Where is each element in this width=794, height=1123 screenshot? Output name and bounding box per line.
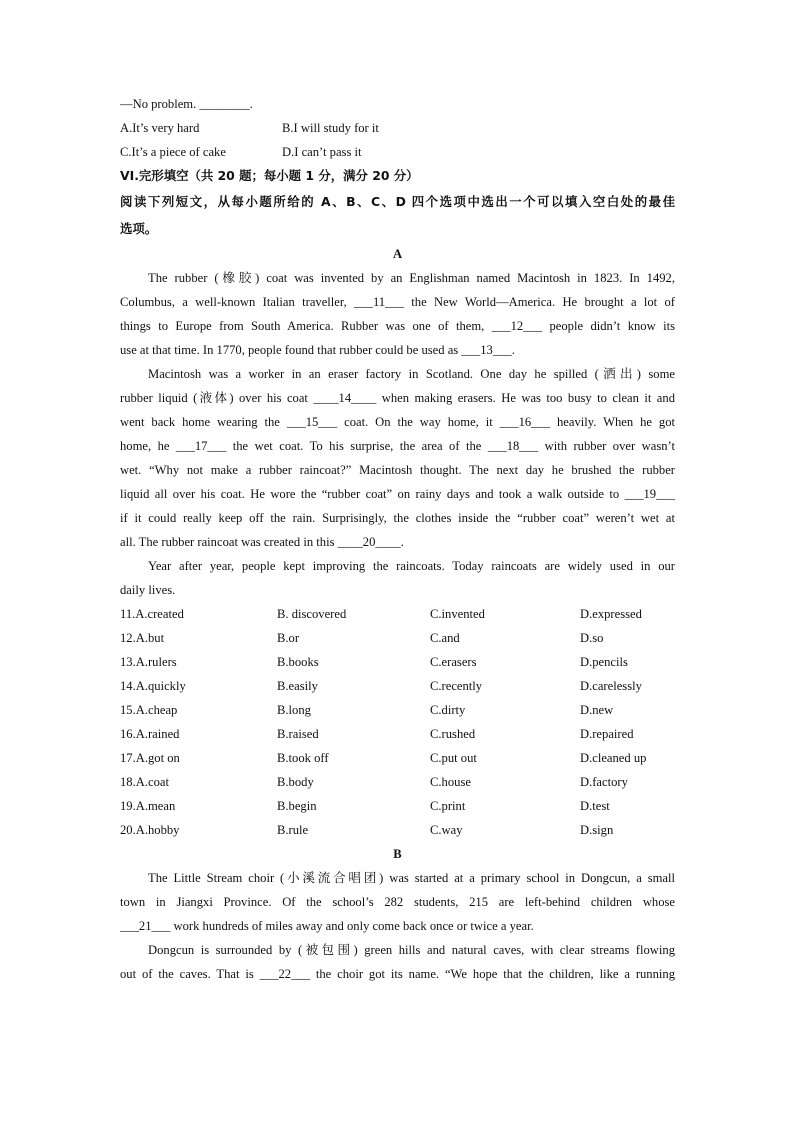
option-row — [120, 602, 675, 626]
option-row — [120, 770, 675, 794]
option: C.house — [430, 775, 471, 789]
option: B.rule — [277, 823, 309, 837]
text-line: out of the caves. That is ___22___ the choir got its name. “We hope that the children, like a running — [120, 967, 675, 981]
option: C.invented — [430, 607, 485, 621]
section-instruction: 选项。 — [120, 221, 158, 236]
text-line: things to Europe from South America. Rubber was one of them, ___12___ people didn’t know its — [120, 319, 675, 333]
option: B.books — [277, 655, 319, 669]
option-row — [120, 746, 675, 770]
option: 20.A.hobby — [120, 823, 180, 837]
option: 14.A.quickly — [120, 679, 186, 693]
option: B.easily — [277, 679, 318, 693]
text-line: The Little Stream choir (小溪流合唱团) was started at a primary school in Dongcun, a small — [148, 871, 675, 885]
option: 11.A.created — [120, 607, 184, 621]
passage-a-options — [120, 602, 675, 842]
option: A.It’s very hard — [120, 121, 200, 135]
option: D.so — [580, 631, 604, 645]
option: C.It’s a piece of cake — [120, 145, 226, 159]
option: C.erasers — [430, 655, 477, 669]
option: C.dirty — [430, 703, 466, 717]
option: B.raised — [277, 727, 319, 741]
option: 13.A.rulers — [120, 655, 177, 669]
option: 16.A.rained — [120, 727, 180, 741]
text-line: rubber liquid (液体) over his coat ____14____ when making erasers. He was too busy to clean it and — [120, 391, 675, 405]
exam-page — [120, 92, 675, 986]
text-line: if it could really keep off the rain. Surprisingly, the clothes inside the “rubber coat” weren’t wet at — [120, 511, 675, 525]
option-row — [120, 116, 675, 140]
section-heading: VI.完形填空（共 20 题；每小题 1 分，满分 20 分） — [120, 168, 419, 183]
option: C.recently — [430, 679, 483, 693]
option: B.or — [277, 631, 300, 645]
option: B. discovered — [277, 607, 347, 621]
option-row — [120, 650, 675, 674]
option: D.pencils — [580, 655, 628, 669]
text-line: Columbus, a well-known Italian traveller, ___11___ the New World—America. He brought a lot of — [120, 295, 675, 309]
passage-b-text — [120, 866, 675, 986]
option-row — [120, 818, 675, 842]
option: D.sign — [580, 823, 614, 837]
option: B.begin — [277, 799, 317, 813]
option: B.body — [277, 775, 314, 789]
option: 17.A.got on — [120, 751, 180, 765]
option-row — [120, 722, 675, 746]
dialogue-reply: —No problem. ________. — [120, 97, 253, 111]
option: D.repaired — [580, 727, 634, 741]
text-line: Dongcun is surrounded by (被包围) green hills and natural caves, with clear streams flowing — [148, 943, 675, 957]
option: C.and — [430, 631, 460, 645]
option: D.expressed — [580, 607, 642, 621]
option: 19.A.mean — [120, 799, 176, 813]
section-instruction: 阅读下列短文，从每小题所给的 A、B、C、D 四个选项中选出一个可以填入空白处的最佳 — [120, 194, 675, 209]
option: B.took off — [277, 751, 329, 765]
text-line: Year after year, people kept improving the raincoats. Today raincoats are widely used in our — [148, 559, 675, 573]
text-line: went back home wearing the ___15___ coat. On the way home, it ___16___ heavily. When he got — [120, 415, 675, 429]
option: D.new — [580, 703, 614, 717]
option: D.cleaned up — [580, 751, 647, 765]
option: C.print — [430, 799, 466, 813]
option: C.put out — [430, 751, 477, 765]
passage-b-label: B — [393, 847, 402, 861]
text-line: Macintosh was a worker in an eraser factory in Scotland. One day he spilled (洒出) some — [148, 367, 675, 381]
option: B.I will study for it — [282, 121, 379, 135]
text-line: The rubber (橡胶) coat was invented by an Englishman named Macintosh in 1823. In 1492, — [148, 271, 675, 285]
passage-a-text — [120, 266, 675, 602]
passage-a-label: A — [392, 247, 403, 261]
option-row — [120, 626, 675, 650]
text-line: wet. “Why not make a rubber raincoat?” Macintosh thought. The next day he brushed the rubber — [120, 463, 675, 477]
option: D.I can’t pass it — [282, 145, 362, 159]
option: D.test — [580, 799, 610, 813]
text-line: ___21___ work hundreds of miles away and only come back once or twice a year. — [120, 919, 534, 933]
text-line: home, he ___17___ the wet coat. To his surprise, the area of the ___18___ with rubber over wasn’t — [120, 439, 675, 453]
option: C.way — [430, 823, 463, 837]
text-line: use at that time. In 1770, people found that rubber could be used as ___13___. — [120, 343, 515, 357]
text-line: daily lives. — [120, 583, 176, 597]
option-row — [120, 698, 675, 722]
option: C.rushed — [430, 727, 476, 741]
option: 15.A.cheap — [120, 703, 178, 717]
option: D.carelessly — [580, 679, 642, 693]
text-line: all. The rubber raincoat was created in this ____20____. — [120, 535, 404, 549]
option: 18.A.coat — [120, 775, 169, 789]
option: B.long — [277, 703, 311, 717]
option-row — [120, 674, 675, 698]
option: D.factory — [580, 775, 628, 789]
text-line: liquid all over his coat. He wore the “rubber coat” on rainy days and took a walk outside to ___19___ — [120, 487, 675, 501]
option-row — [120, 794, 675, 818]
option-row — [120, 140, 675, 164]
text-line: town in Jiangxi Province. Of the school’s 282 students, 215 are left-behind children whose — [120, 895, 675, 909]
option: 12.A.but — [120, 631, 165, 645]
